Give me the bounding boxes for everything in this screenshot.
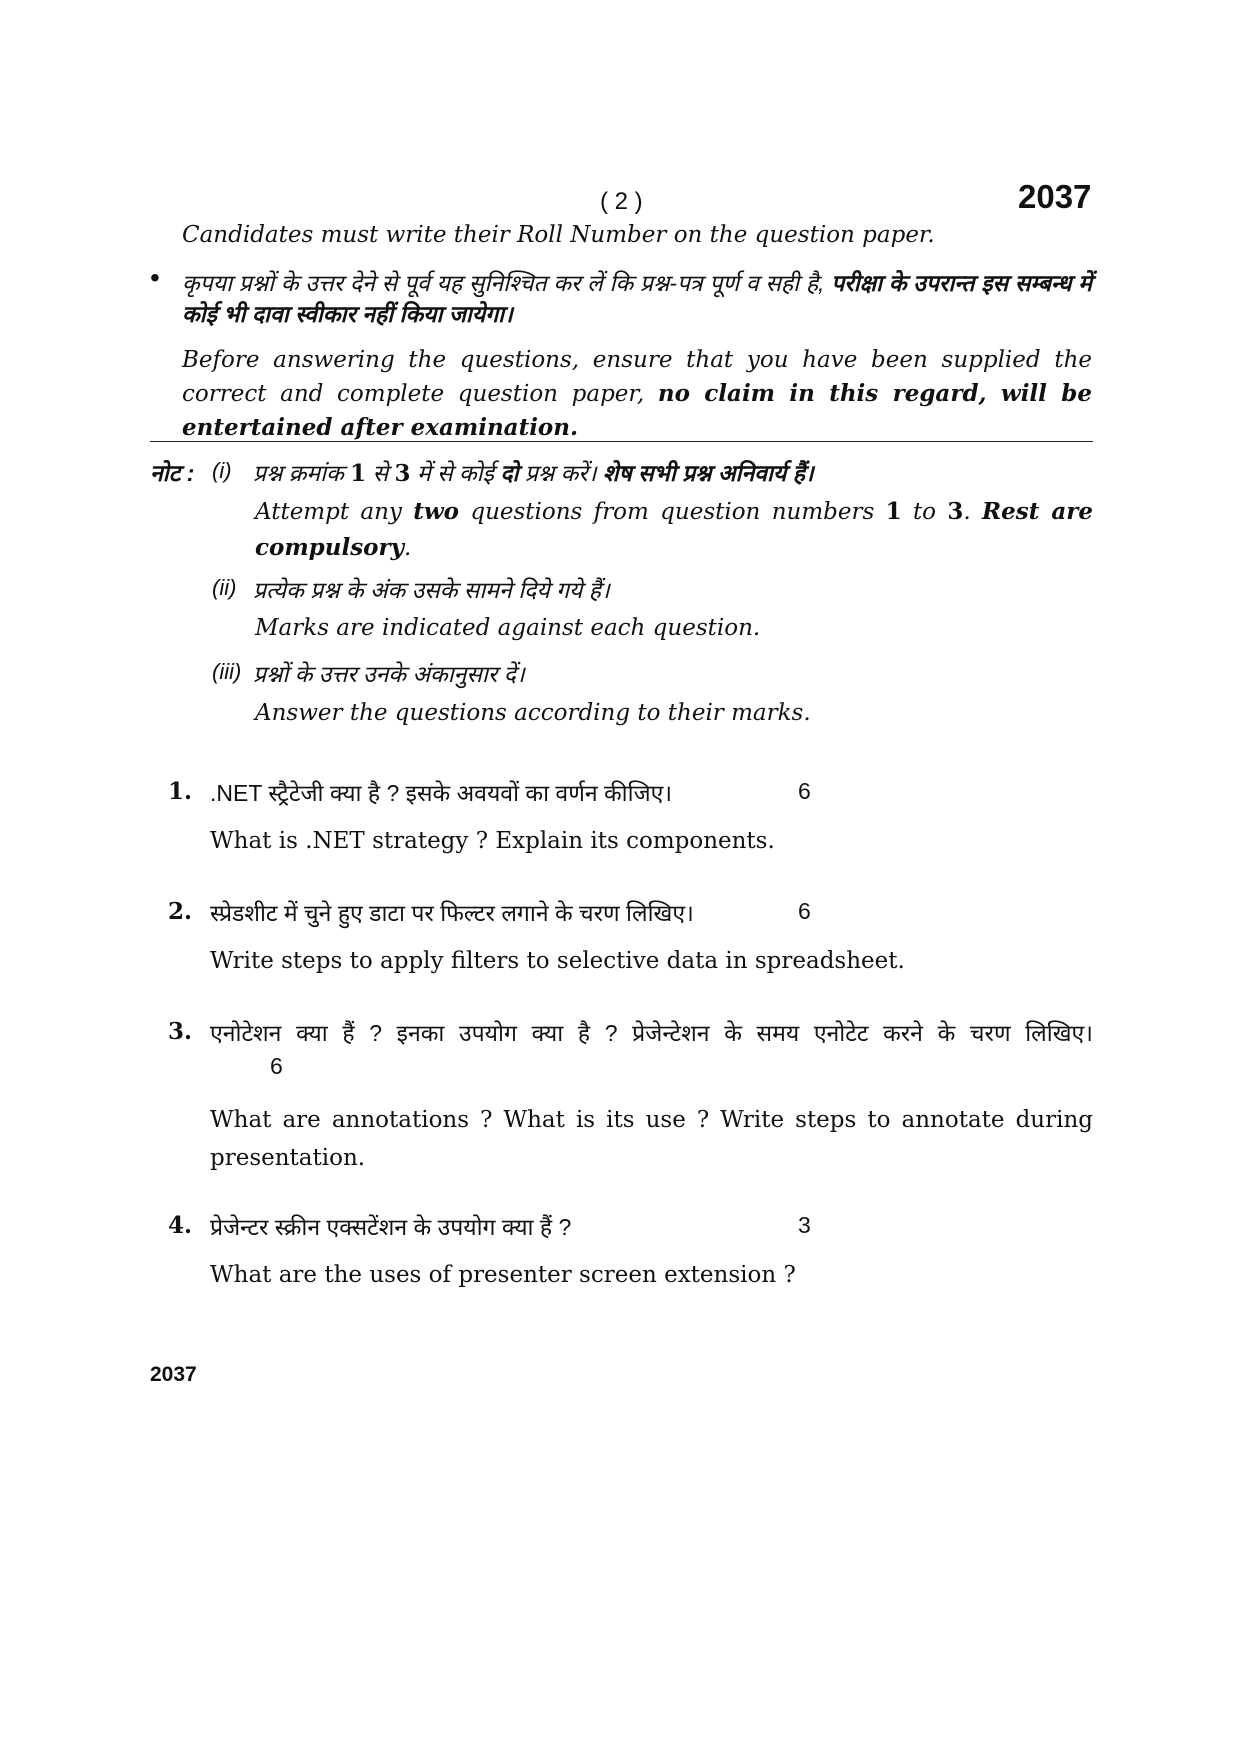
note-1-en-n1: 1 bbox=[885, 498, 902, 525]
question-1-marks: 6 bbox=[798, 778, 811, 804]
question-1-hindi: .NET स्ट्रैटेजी क्या है ? इसके अवयवों का वर्णन कीजिए। bbox=[210, 780, 673, 806]
note-3-hindi: प्रश्नों के उत्तर उनके अंकानुसार दें। bbox=[253, 661, 525, 687]
question-3-english: What are annotations ? What is its use ? Write steps to annotate during presentation. bbox=[210, 1107, 1093, 1171]
question-4-marks: 3 bbox=[798, 1212, 811, 1238]
question-3-hindi: एनोटेशन क्या हैं ? इनका उपयोग क्या है ? प्रेजेन्टेशन के समय एनोटेट करने के चरण लिखिए। bbox=[210, 1020, 1093, 1046]
hindi-instruction bbox=[182, 268, 1092, 330]
note-1-hindi-c: में से कोई bbox=[416, 460, 494, 486]
hindi-instruction-text: कृपया प्रश्नों के उत्तर देने से पूर्व यह सुनिश्चित कर लें कि प्रश्न-पत्र पूर्ण व सही है, bbox=[182, 270, 825, 296]
page-number: ( 2 ) bbox=[600, 188, 643, 215]
question-1-english: What is .NET strategy ? Explain its components. bbox=[210, 828, 775, 854]
note-1-en-rest: Rest are compulsory bbox=[255, 498, 1094, 561]
note-1-en-two: two bbox=[413, 498, 460, 525]
english-instruction-text: Before answering the questions, ensure that you have been supplied the correct and complete question paper, bbox=[182, 347, 1092, 407]
question-4-english: What are the uses of presenter screen extension ? bbox=[210, 1262, 796, 1288]
note-label: नोट : bbox=[150, 460, 195, 486]
question-3-marks: 6 bbox=[270, 1053, 283, 1079]
note-1-en-b: questions from question numbers bbox=[470, 499, 875, 525]
question-2-hindi: स्प्रेडशीट में चुने हुए डाटा पर फिल्टर लगाने के चरण लिखिए। bbox=[210, 900, 694, 926]
note-1-hindi-b: से bbox=[372, 460, 389, 486]
note-1-en-to: to bbox=[912, 499, 937, 525]
note-1-en-a: Attempt any bbox=[255, 499, 402, 525]
note-1-n2: 3 bbox=[394, 460, 411, 487]
question-2-marks: 6 bbox=[798, 898, 811, 924]
roll-number-note: Candidates must write their Roll Number on the question paper. bbox=[182, 222, 935, 248]
question-1-number: 1. bbox=[168, 778, 193, 805]
note-2-english: Marks are indicated against each question. bbox=[255, 615, 761, 641]
question-3-number: 3. bbox=[168, 1018, 193, 1045]
hindi-instruction-bold: परीक्षा के उपरान्त इस सम्बन्ध में कोई भी दावा स्वीकार नहीं किया जायेगा। bbox=[182, 270, 1093, 327]
question-2-english: Write steps to apply filters to selective data in spreadsheet. bbox=[210, 948, 905, 974]
paper-code: 2037 bbox=[1018, 178, 1092, 215]
bullet-icon: • bbox=[150, 262, 160, 293]
note-3-english: Answer the questions according to their marks. bbox=[255, 700, 811, 726]
question-4-number: 4. bbox=[168, 1212, 193, 1239]
note-2-hindi: प्रत्येक प्रश्न के अंक उसके सामने दिये गये हैं। bbox=[253, 577, 610, 603]
question-4-hindi: प्रेजेन्टर स्क्रीन एक्सटेंशन के उपयोग क्या हैं ? bbox=[210, 1214, 572, 1240]
english-instruction-bold: no claim in this regard, will be entertained after examination. bbox=[182, 380, 1092, 441]
note-1-hindi-two: दो bbox=[500, 460, 519, 486]
note-1-en-n2: 3 bbox=[947, 498, 964, 525]
note-2-num: (ii) bbox=[212, 575, 237, 600]
note-1-hindi bbox=[253, 456, 814, 488]
note-1-hindi-d: प्रश्न करें। bbox=[524, 460, 597, 486]
note-1-hindi-a: प्रश्न क्रमांक bbox=[253, 460, 344, 486]
note-1-english: Attempt any two questions from question numbers 1 to 3. Rest are compulsory. bbox=[255, 498, 1094, 561]
footer-code: 2037 bbox=[150, 1363, 197, 1386]
note-1-hindi-rest: शेष सभी प्रश्न अनिवार्य हैं। bbox=[602, 460, 814, 486]
question-2-number: 2. bbox=[168, 898, 193, 925]
note-3-num: (iii) bbox=[212, 659, 242, 684]
divider bbox=[150, 441, 1093, 442]
english-instruction bbox=[182, 344, 1092, 445]
note-1-n1: 1 bbox=[350, 460, 367, 487]
note-1-num: (i) bbox=[212, 458, 232, 483]
